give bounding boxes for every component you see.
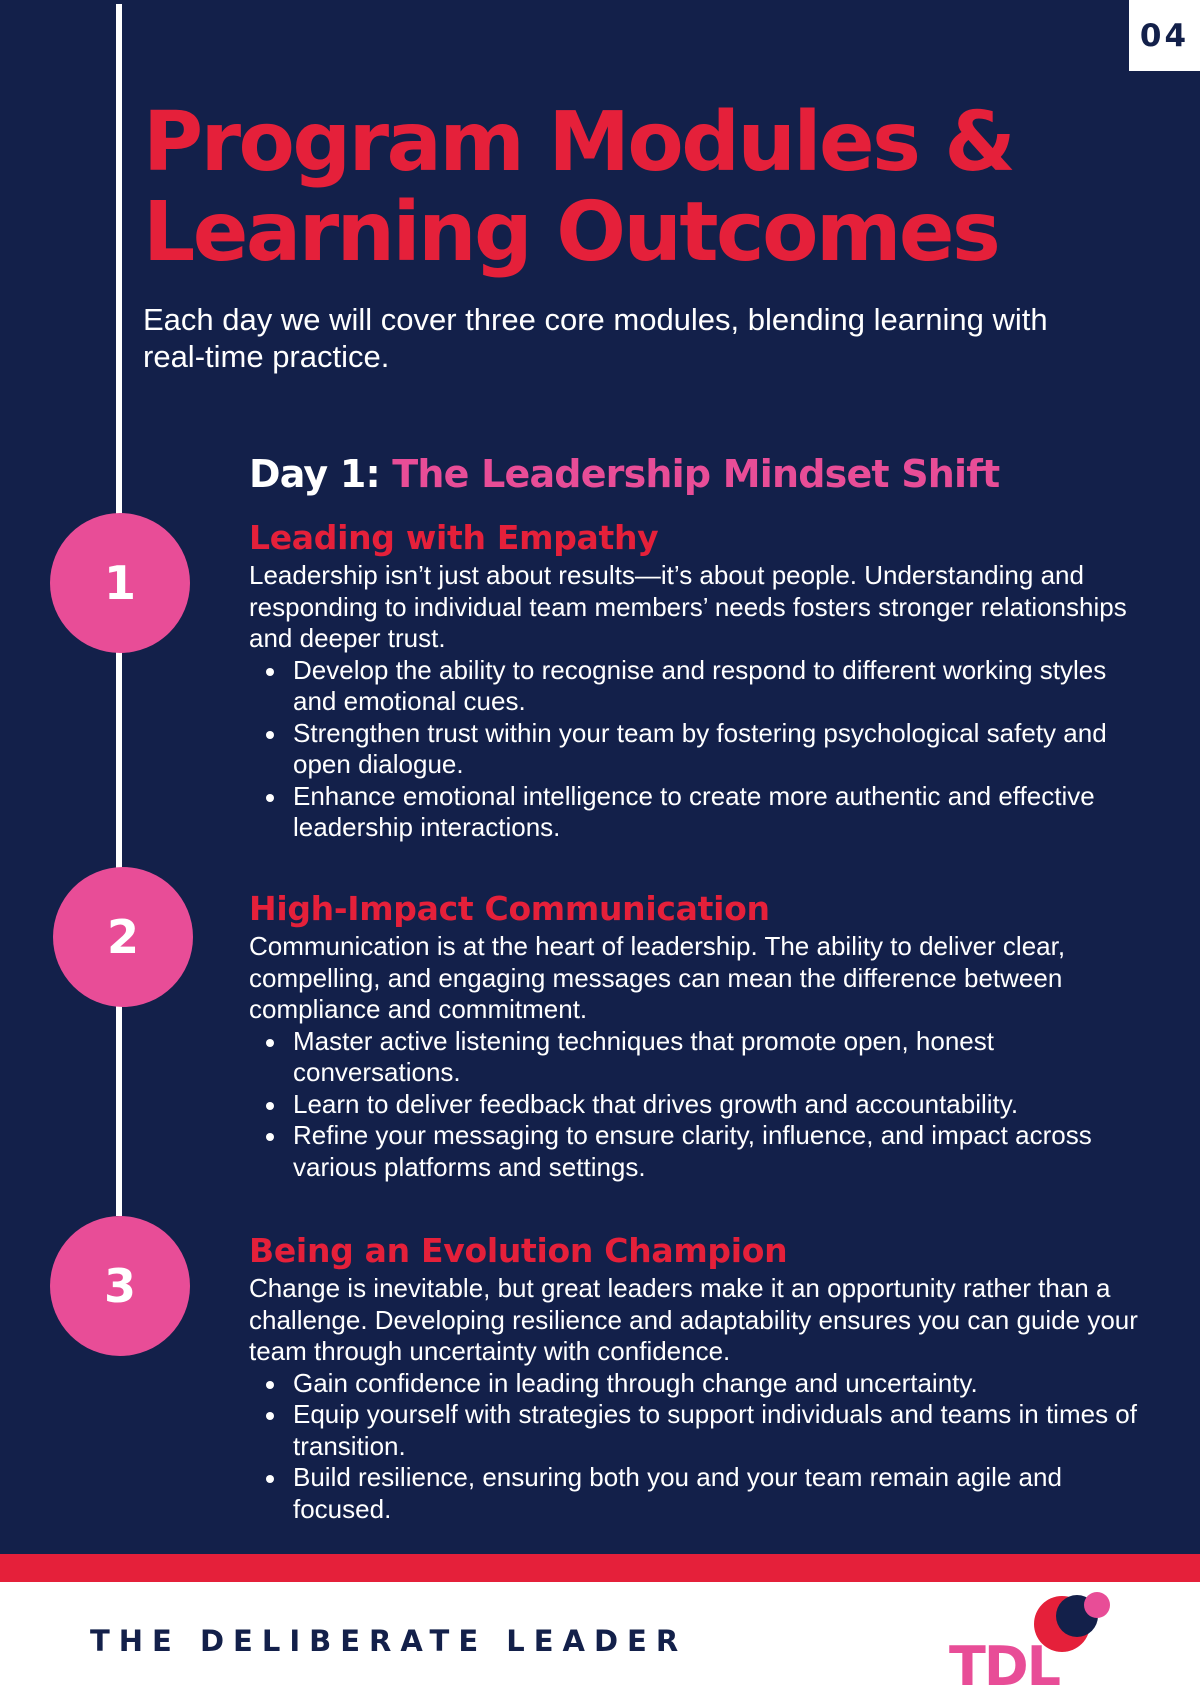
svg-text:TDL: TDL xyxy=(949,1635,1060,1690)
page-title xyxy=(143,95,1143,280)
day-prefix: Day 1: xyxy=(249,452,380,496)
module-2 xyxy=(249,889,1149,1183)
module-outcomes-list xyxy=(263,1368,1149,1526)
day-heading xyxy=(249,452,999,496)
step-marker-3: 3 xyxy=(50,1216,190,1356)
module-description: Leadership isn’t just about results—it’s about people. Understanding and responding to individual team members’ needs fosters stronger relationships and deeper trust. xyxy=(249,560,1127,653)
list-item: Enhance emotional intelligence to create more authentic and effective leadership interactions. xyxy=(263,781,1149,844)
footer-accent-band xyxy=(0,1554,1200,1582)
module-outcomes-list xyxy=(263,1026,1149,1184)
list-item: Develop the ability to recognise and respond to different working styles and emotional cues. xyxy=(263,655,1149,718)
step-marker-2: 2 xyxy=(53,867,193,1007)
step-marker-1: 1 xyxy=(50,513,190,653)
list-item: Master active listening techniques that promote open, honest conversations. xyxy=(263,1026,1149,1089)
brand-name: THE DELIBERATE LEADER xyxy=(90,1624,688,1658)
day-theme: The Leadership Mindset Shift xyxy=(392,452,1000,496)
module-3 xyxy=(249,1231,1149,1525)
page-title-line-1: Program Modules & xyxy=(143,95,1014,190)
module-outcomes-list xyxy=(263,655,1149,844)
list-item: Refine your messaging to ensure clarity, influence, and impact across various platforms and settings. xyxy=(263,1120,1149,1183)
list-item: Learn to deliver feedback that drives growth and accountability. xyxy=(263,1089,1149,1121)
page-title-line-2: Learning Outcomes xyxy=(143,185,999,280)
list-item: Build resilience, ensuring both you and your team remain agile and focused. xyxy=(263,1462,1149,1525)
page-number: 04 xyxy=(1129,0,1200,71)
list-item: Equip yourself with strategies to support individuals and teams in times of transition. xyxy=(263,1399,1149,1462)
module-title: Leading with Empathy xyxy=(249,518,659,557)
intro-text: Each day we will cover three core modules, blending learning with real-time practice. xyxy=(143,302,1048,374)
module-description: Change is inevitable, but great leaders make it an opportunity rather than a challenge. Developing resilience and adaptability ensures you can guide your team through uncertainty with confidence. xyxy=(249,1273,1138,1366)
list-item: Strengthen trust within your team by fostering psychological safety and open dialogue. xyxy=(263,718,1149,781)
footer xyxy=(0,1582,1200,1697)
module-1 xyxy=(249,518,1149,844)
tdl-logo-icon xyxy=(945,1590,1125,1690)
module-description: Communication is at the heart of leadership. The ability to deliver clear, compelling, and engaging messages can mean the difference between compliance and commitment. xyxy=(249,931,1066,1024)
module-title: Being an Evolution Champion xyxy=(249,1231,788,1270)
module-title: High-Impact Communication xyxy=(249,889,770,928)
list-item: Gain confidence in leading through change and uncertainty. xyxy=(263,1368,1149,1400)
